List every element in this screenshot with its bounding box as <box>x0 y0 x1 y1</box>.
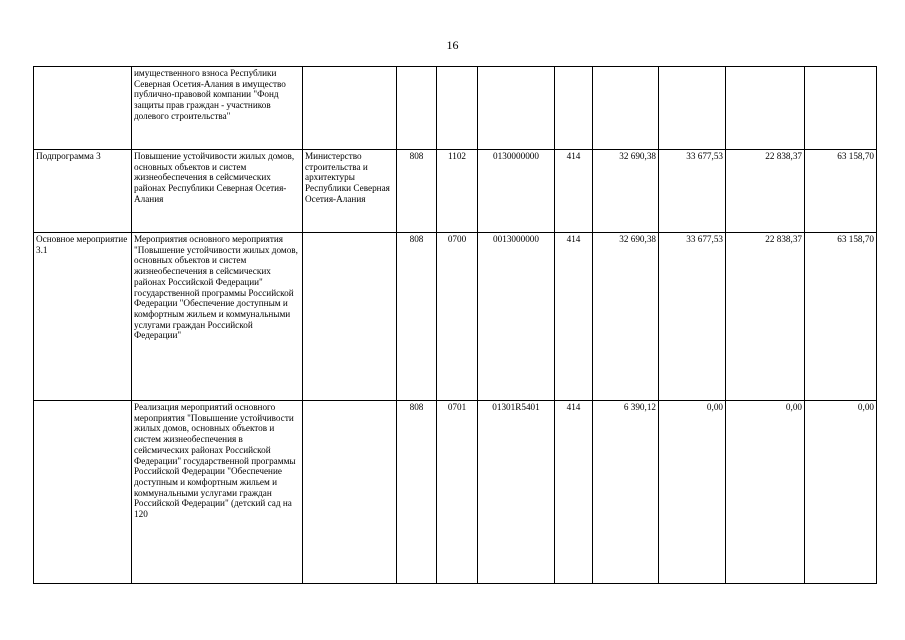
rzpr-cell: 0700 <box>437 233 478 401</box>
grbs-cell: 808 <box>397 401 437 584</box>
grbs-cell: 808 <box>397 233 437 401</box>
year4-cell: 63 158,70 <box>805 150 877 233</box>
executor-cell <box>303 233 397 401</box>
status-cell <box>34 67 132 150</box>
table-row <box>34 67 877 150</box>
year2-cell: 33 677,53 <box>659 233 726 401</box>
year1-cell <box>593 67 659 150</box>
name-cell: Реализация мероприятий основного мероприятия "Повышение устойчивости жилых домов, основных объектов и систем жизнеобеспечения в сейсмических районах Российской Федерации" государственной программы Российской Федерации "Обеспечение доступным и комфортным жильем и коммунальными услугами граждан Российской Федерации" (детский сад на 120 <box>132 401 303 584</box>
csr-cell <box>478 67 555 150</box>
year3-cell <box>726 67 805 150</box>
csr-cell: 0013000000 <box>478 233 555 401</box>
vr-cell: 414 <box>555 150 593 233</box>
year3-cell: 22 838,37 <box>726 150 805 233</box>
executor-cell <box>303 401 397 584</box>
vr-cell <box>555 67 593 150</box>
year1-cell: 32 690,38 <box>593 150 659 233</box>
grbs-cell <box>397 67 437 150</box>
table-row <box>34 233 877 401</box>
year2-cell <box>659 67 726 150</box>
table-row <box>34 150 877 233</box>
status-cell <box>34 401 132 584</box>
page-number: 16 <box>446 38 459 52</box>
csr-cell: 0130000000 <box>478 150 555 233</box>
year4-cell <box>805 67 877 150</box>
csr-cell: 01301R5401 <box>478 401 555 584</box>
rzpr-cell: 0701 <box>437 401 478 584</box>
year2-cell: 33 677,53 <box>659 150 726 233</box>
year2-cell: 0,00 <box>659 401 726 584</box>
name-cell: Повышение устойчивости жилых домов, основных объектов и систем жизнеобеспечения в сейсмических районах Республики Северная Осетия-Алания <box>132 150 303 233</box>
year1-cell: 6 390,12 <box>593 401 659 584</box>
status-cell: Основное мероприятие 3.1 <box>34 233 132 401</box>
year4-cell: 63 158,70 <box>805 233 877 401</box>
name-cell: Мероприятия основного мероприятия "Повышение устойчивости жилых домов, основных объектов и систем жизнеобеспечения в сейсмических районах Российской Федерации" государственной программы Российской Федерации "Обеспечение доступным и комфортным жильем и коммунальными услугами граждан Российской Федерации" <box>132 233 303 401</box>
name-cell: имущественного взноса Республики Северная Осетия-Алания в имущество публично-правовой компании "Фонд защиты прав граждан - участников долевого строительства" <box>132 67 303 150</box>
grbs-cell: 808 <box>397 150 437 233</box>
status-cell: Подпрограмма 3 <box>34 150 132 233</box>
executor-cell <box>303 67 397 150</box>
year3-cell: 22 838,37 <box>726 233 805 401</box>
table-row <box>34 401 877 584</box>
rzpr-cell: 1102 <box>437 150 478 233</box>
vr-cell: 414 <box>555 233 593 401</box>
vr-cell: 414 <box>555 401 593 584</box>
year1-cell: 32 690,38 <box>593 233 659 401</box>
budget-table <box>33 66 877 584</box>
year4-cell: 0,00 <box>805 401 877 584</box>
rzpr-cell <box>437 67 478 150</box>
executor-cell: Министерство строительства и архитектуры Республики Северная Осетия-Алания <box>303 150 397 233</box>
year3-cell: 0,00 <box>726 401 805 584</box>
